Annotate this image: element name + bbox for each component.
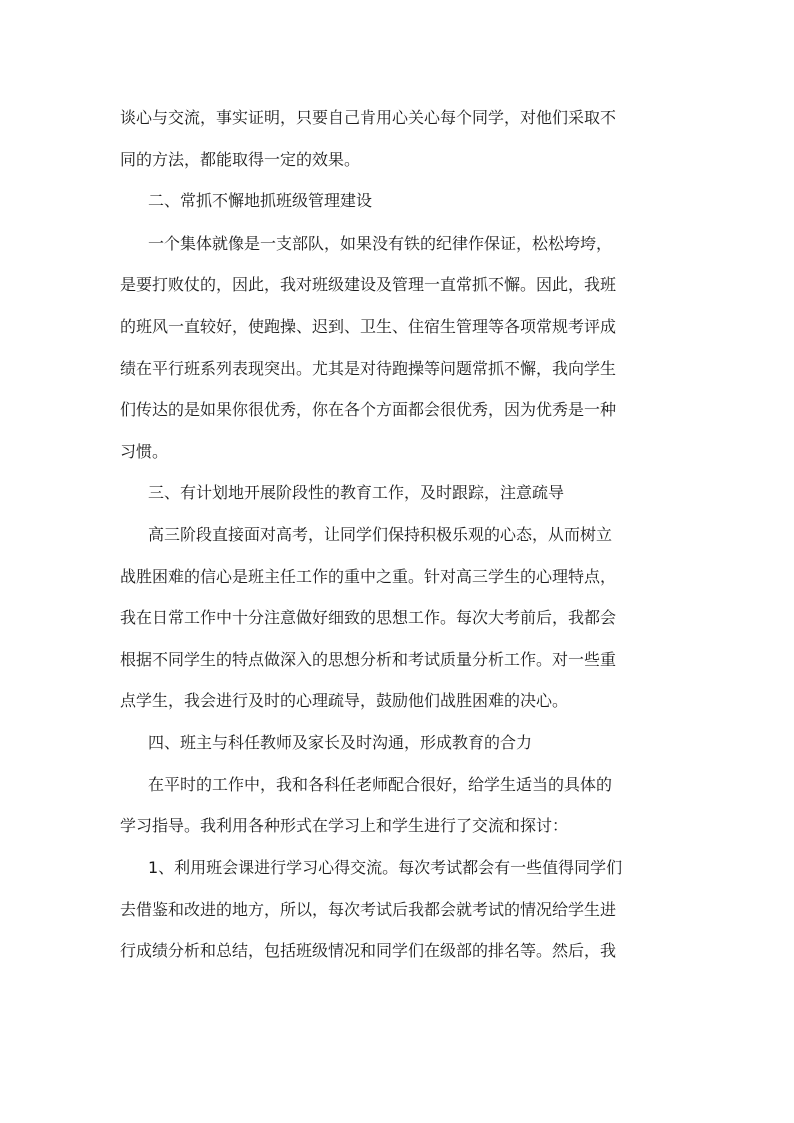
paragraph-line: 们传达的是如果你很优秀，你在各个方面都会很优秀，因为优秀是一种	[120, 400, 617, 419]
paragraph-line: 根据不同学生的特点做深入的思想分析和考试质量分析工作。对一些重	[120, 650, 617, 669]
paragraph-line: 学习指导。我利用各种形式在学习上和学生进行了交流和探讨：	[120, 816, 569, 835]
paragraph-line: 我在日常工作中十分注意做好细致的思想工作。每次大考前后，我都会	[120, 608, 617, 627]
paragraph-line: 绩在平行班系列表现突出。尤其是对待跑操等问题常抓不懈，我向学生	[120, 359, 617, 378]
paragraph-line: 习惯。	[120, 442, 169, 461]
paragraph-line: 同的方法，都能取得一定的效果。	[120, 150, 361, 169]
paragraph-line: 行成绩分析和总结，包括班级情况和同学们在级部的排名等。然后，我	[120, 941, 617, 960]
paragraph-line: 的班风一直较好，使跑操、迟到、卫生、住宿生管理等各项常规考评成	[120, 317, 617, 336]
paragraph-line: 战胜困难的信心是班主任工作的重中之重。针对高三学生的心理特点，	[120, 567, 617, 586]
paragraph-line: 1、利用班会课进行学习心得交流。每次考试都会有一些值得同学们	[148, 858, 623, 877]
paragraph-line: 谈心与交流，事实证明，只要自己肯用心关心每个同学，对他们采取不	[120, 108, 617, 127]
paragraph-line: 点学生，我会进行及时的心理疏导，鼓励他们战胜困难的决心。	[120, 691, 569, 710]
section-heading: 四、班主与科任教师及家长及时沟通，形成教育的合力	[148, 733, 533, 752]
paragraph-line: 高三阶段直接面对高考，让同学们保持积极乐观的心态，从而树立	[148, 525, 613, 544]
paragraph-line: 一个集体就像是一支部队，如果没有铁的纪律作保证，松松垮垮，	[148, 234, 613, 253]
paragraph-line: 是要打败仗的，因此，我对班级建设及管理一直常抓不懈。因此，我班	[120, 275, 617, 294]
section-heading: 三、有计划地开展阶段性的教育工作，及时跟踪，注意疏导	[148, 483, 565, 502]
paragraph-line: 去借鉴和改进的地方，所以，每次考试后我都会就考试的情况给学生进	[120, 900, 617, 919]
section-heading: 二、常抓不懈地抓班级管理建设	[148, 191, 373, 210]
paragraph-line: 在平时的工作中，我和各科任老师配合很好，给学生适当的具体的	[148, 775, 613, 794]
